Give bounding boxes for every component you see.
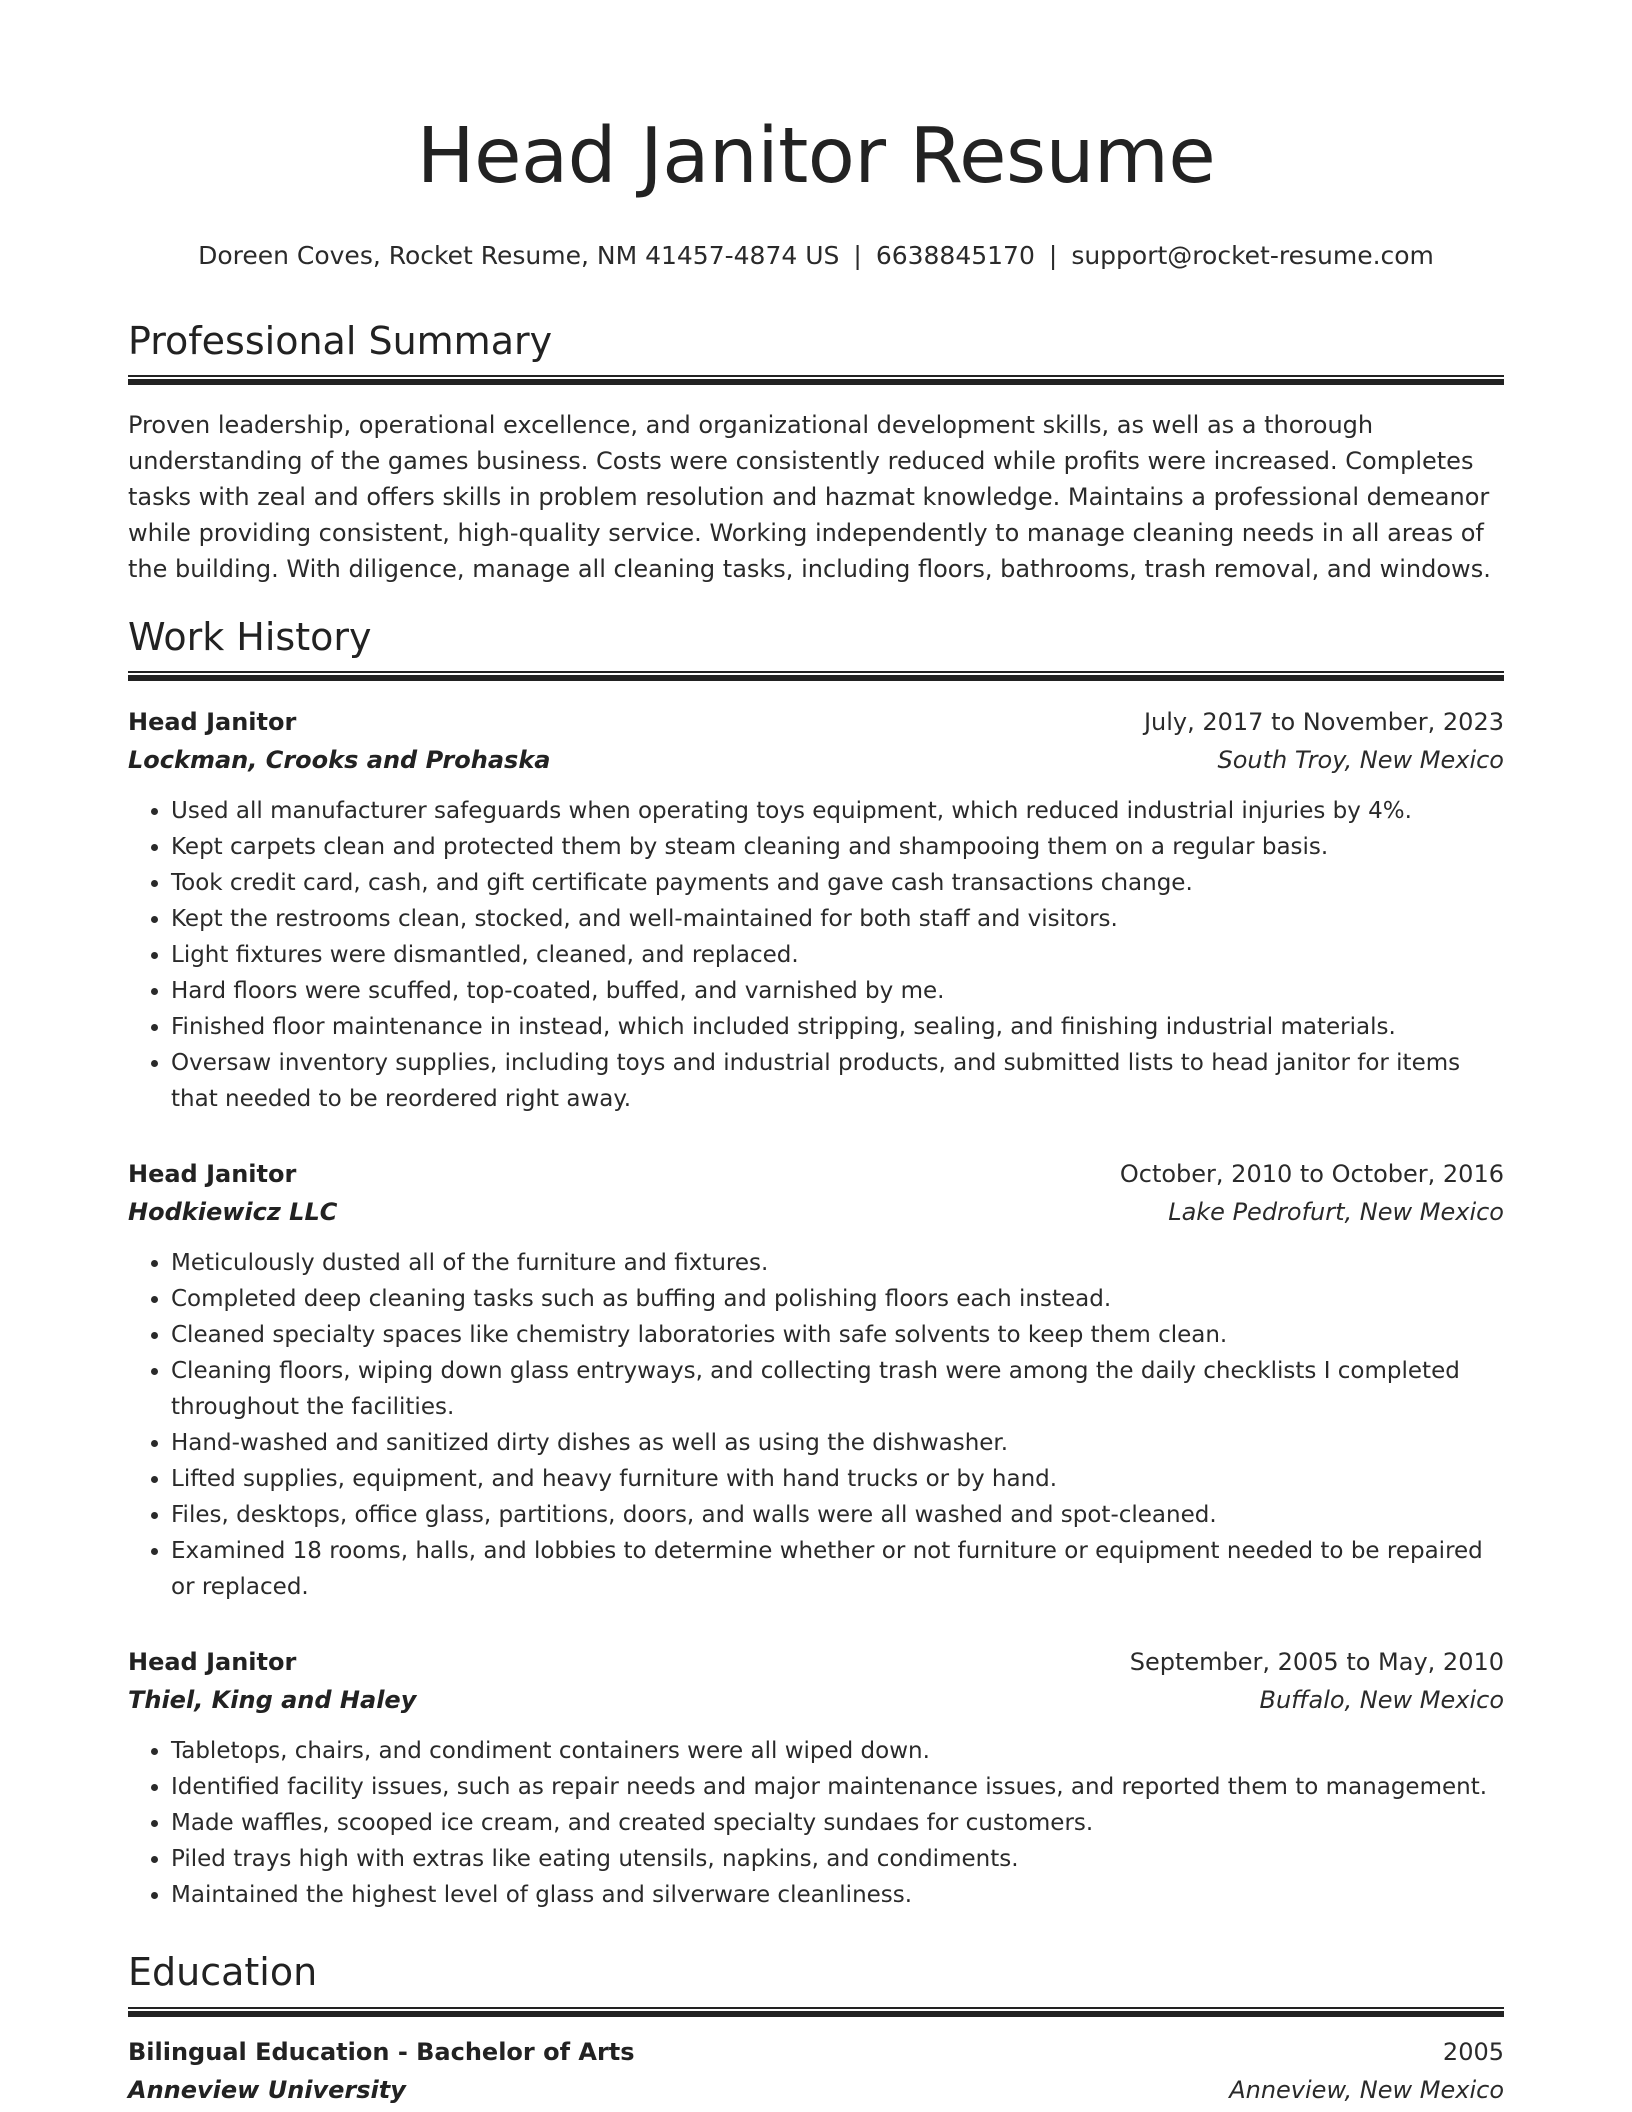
job-bullet-list bbox=[128, 1245, 1504, 1605]
job-dates: October, 2010 to October, 2016 bbox=[1119, 1160, 1504, 1188]
job-bullet: • Examined 18 rooms, halls, and lobbies to determine whether or not furniture or equipment needed to be repaired or replaced. bbox=[171, 1533, 1504, 1605]
job-title: Head Janitor bbox=[128, 1160, 297, 1188]
job-entry bbox=[128, 703, 1504, 1117]
job-header-row bbox=[128, 1643, 1504, 1681]
contact-phone: 6638845170 bbox=[875, 241, 1035, 270]
work-history-heading: Work History bbox=[128, 615, 372, 659]
job-title: Head Janitor bbox=[128, 1648, 297, 1676]
job-bullet: • Used all manufacturer safeguards when operating toys equipment, which reduced industrial injuries by 4%. bbox=[171, 793, 1504, 829]
contact-separator: | bbox=[1048, 241, 1058, 270]
job-bullet: • Finished floor maintenance in instead, which included stripping, sealing, and finishing industrial materials. bbox=[171, 1009, 1504, 1045]
contact-line bbox=[128, 240, 1504, 272]
job-dates: July, 2017 to November, 2023 bbox=[1143, 708, 1504, 736]
contact-email[interactable]: support@rocket-resume.com bbox=[1071, 241, 1434, 270]
education-header-row bbox=[128, 2033, 1504, 2071]
job-bullet: • Completed deep cleaning tasks such as buffing and polishing floors each instead. bbox=[171, 1281, 1504, 1317]
education-divider bbox=[128, 2007, 1504, 2017]
job-header-row bbox=[128, 1155, 1504, 1193]
job-title: Head Janitor bbox=[128, 708, 297, 736]
job-bullet: • Cleaning floors, wiping down glass entryways, and collecting trash were among the daily checklists I completed throughout the facilities. bbox=[171, 1353, 1504, 1425]
job-location: South Troy, New Mexico bbox=[1217, 746, 1504, 774]
education-school: Anneview University bbox=[128, 2076, 406, 2104]
job-entry bbox=[128, 1643, 1504, 1913]
contact-separator: | bbox=[853, 241, 862, 270]
summary-divider bbox=[128, 375, 1504, 385]
work-history-section-header bbox=[128, 615, 1504, 659]
job-bullet: • Identified facility issues, such as repair needs and major maintenance issues, and reported them to management. bbox=[171, 1769, 1504, 1805]
education-section-header bbox=[128, 1950, 1504, 1994]
education-entry bbox=[128, 2033, 1504, 2109]
job-bullet: • Hard floors were scuffed, top-coated, buffed, and varnished by me. bbox=[171, 973, 1504, 1009]
job-bullet: • Took credit card, cash, and gift certificate payments and gave cash transactions change. bbox=[171, 865, 1504, 901]
summary-text: Proven leadership, operational excellence, and organizational development skills, as well as a thorough understanding of the games business. Costs were consistently reduced while profits were increased. Completes tasks with zeal and offers skills in problem resolution and hazmat knowledge. Maintains a professional demeanor while providing consistent, high-quality service. Working independently to manage cleaning needs in all areas of the building. With diligence, manage all cleaning tasks, including floors, bathrooms, trash removal, and windows. bbox=[128, 411, 1491, 583]
summary-heading: Professional Summary bbox=[128, 319, 553, 363]
job-bullet-list bbox=[128, 1733, 1504, 1913]
work-history-divider bbox=[128, 671, 1504, 681]
job-header-row bbox=[128, 703, 1504, 741]
job-bullet: • Kept carpets clean and protected them by steam cleaning and shampooing them on a regular basis. bbox=[171, 829, 1504, 865]
education-year: 2005 bbox=[1442, 2038, 1504, 2066]
job-bullet: • Piled trays high with extras like eating utensils, napkins, and condiments. bbox=[171, 1841, 1504, 1877]
job-bullet: • Kept the restrooms clean, stocked, and well-maintained for both staff and visitors. bbox=[171, 901, 1504, 937]
resume-title: Head Janitor Resume bbox=[416, 112, 1216, 201]
job-bullet: • Files, desktops, office glass, partitions, doors, and walls were all washed and spot-cleaned. bbox=[171, 1497, 1504, 1533]
job-bullet: • Maintained the highest level of glass and silverware cleanliness. bbox=[171, 1877, 1504, 1913]
job-company: Lockman, Crooks and Prohaska bbox=[128, 746, 551, 774]
job-company-row bbox=[128, 1193, 1504, 1231]
education-heading: Education bbox=[128, 1950, 318, 1994]
job-entry bbox=[128, 1155, 1504, 1605]
job-bullet: • Oversaw inventory supplies, including toys and industrial products, and submitted lists to head janitor for items that needed to be reordered right away. bbox=[171, 1045, 1504, 1117]
job-bullet: • Tabletops, chairs, and condiment containers were all wiped down. bbox=[171, 1733, 1504, 1769]
education-location: Anneview, New Mexico bbox=[1229, 2076, 1504, 2104]
job-bullet: • Cleaned specialty spaces like chemistry laboratories with safe solvents to keep them clean. bbox=[171, 1317, 1504, 1353]
job-location: Buffalo, New Mexico bbox=[1259, 1686, 1504, 1714]
job-bullet: • Hand-washed and sanitized dirty dishes as well as using the dishwasher. bbox=[171, 1425, 1504, 1461]
education-school-row bbox=[128, 2071, 1504, 2109]
job-company-row bbox=[128, 1681, 1504, 1719]
contact-address: Doreen Coves, Rocket Resume, NM 41457-4874 US bbox=[198, 241, 840, 270]
job-company-row bbox=[128, 741, 1504, 779]
job-dates: September, 2005 to May, 2010 bbox=[1129, 1648, 1504, 1676]
job-bullet: • Made waffles, scooped ice cream, and created specialty sundaes for customers. bbox=[171, 1805, 1504, 1841]
job-company: Thiel, King and Haley bbox=[128, 1686, 417, 1714]
job-bullet: • Lifted supplies, equipment, and heavy furniture with hand trucks or by hand. bbox=[171, 1461, 1504, 1497]
job-bullet: • Light fixtures were dismantled, cleaned, and replaced. bbox=[171, 937, 1504, 973]
job-company: Hodkiewicz LLC bbox=[128, 1198, 338, 1226]
job-bullet-list bbox=[128, 793, 1504, 1117]
education-degree: Bilingual Education - Bachelor of Arts bbox=[128, 2038, 635, 2066]
job-location: Lake Pedrofurt, New Mexico bbox=[1168, 1198, 1504, 1226]
summary-section-header bbox=[128, 319, 1504, 363]
job-bullet: • Meticulously dusted all of the furniture and fixtures. bbox=[171, 1245, 1504, 1281]
